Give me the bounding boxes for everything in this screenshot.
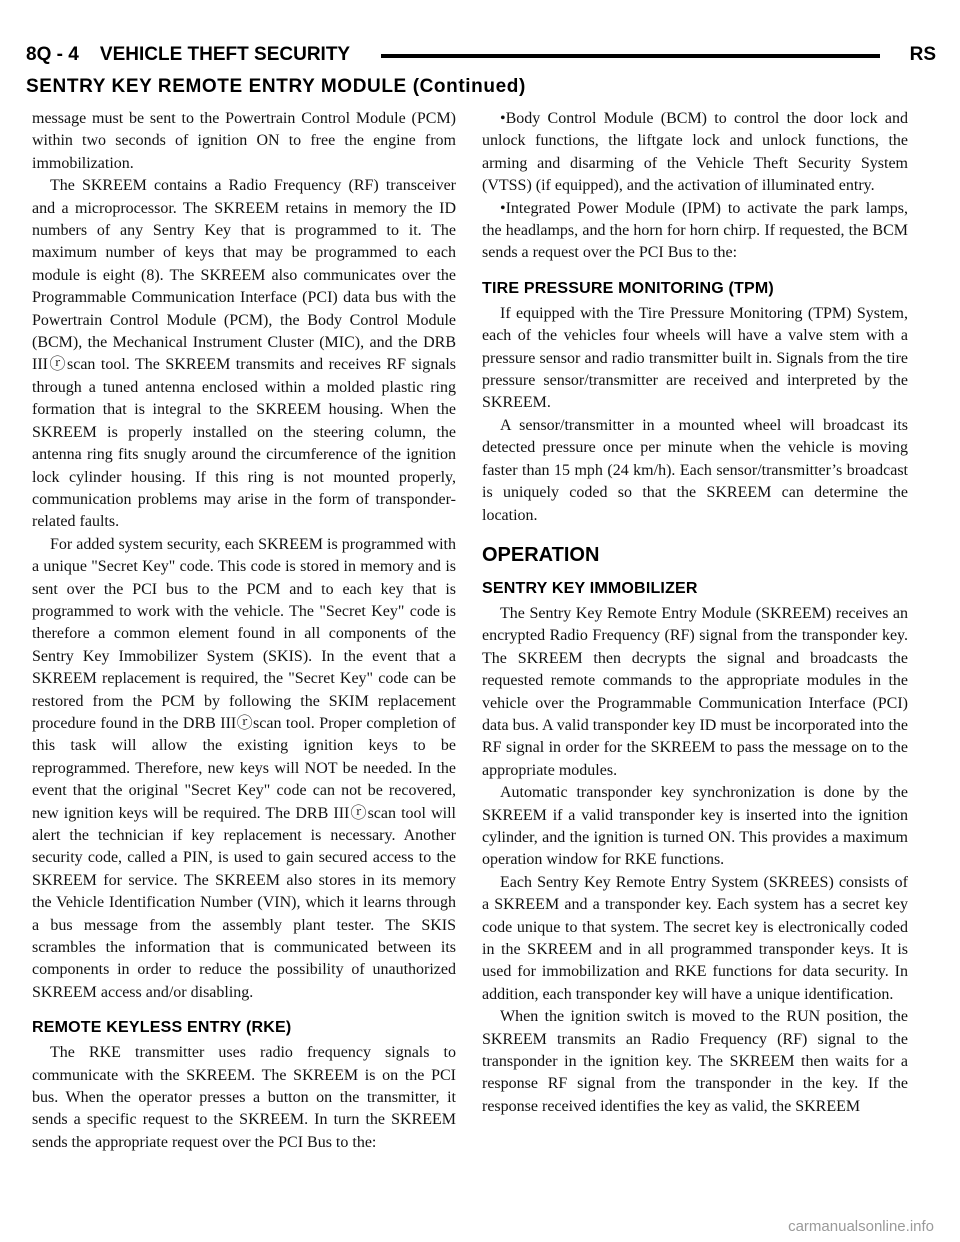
bullet-item: •Body Control Module (BCM) to control the door lock and unlock functions, the liftgate lock and unlock functions, the arming and disarming of the Vehicle Theft Security System (VTSS) (if equipped), and the activation of illuminated entry. [482,110,908,195]
section-title: 8Q - 4 VEHICLE THEFT SECURITY [26,44,351,65]
paragraph: For added system security, each SKREEM is programmed with a unique "Secret Key" code. This code is stored in memory and is sent over the PCI bus to the PCM and to each key that is programmed to work with the vehicle. The "Secret Key" code is therefore a common element found in all components of the Sentry Key Immobilizer System (SKIS). In the event that a SKREEM replacement is required, the "Secret Key" code can be restored from the PCM by following the SKIM replacement procedure found in the DRB IIIⓡscan tool. Proper completion of this task will allow the existing ignition keys to be reprogrammed. Therefore, new keys will NOT be needed. In the event that the original "Secret Key" code can not be recovered, new ignition keys will be required. The DRB IIIⓡscan tool will alert the technician if key replacement is necessary. Another security code, called a PIN, is used to gain secured access to the SKREEM for service. The SKREEM also stores in its memory the Vehicle Identification Number (VIN), which it learns through a bus message from the assembly plant tester. The SKIS scrambles the information that is communicated between its components in order to reduce the possibility of unauthorized SKREEM access and/or disabling. [32,535,456,1001]
section-heading-immobilizer: SENTRY KEY IMMOBILIZER [482,579,698,597]
paragraph: A sensor/transmitter in a mounted wheel will broadcast its detected pressure once per minute when the vehicle is moving faster than 15 mph (24 km/h). Each sensor/transmitter’s broadcast is uniquely coded so that the SKREEM can determine the location. [482,416,908,524]
section-heading-tpm: TIRE PRESSURE MONITORING (TPM) [482,279,774,297]
paragraph: Automatic transponder key synchronization is done by the SKREEM if a valid transponder key is inserted into the ignition cylinder, and the ignition is turned ON. This provides a maximum operation window for RKE functions. [482,784,908,869]
paragraph: Each Sentry Key Remote Entry System (SKREES) consists of a SKREEM and a transponder key. Each system has a secret key code unique to that system. The secret key is electronically coded in the SKREEM and in all programmed transponder keys. It is used for immobilization and RKE functions for data security. In addition, each transponder key will have a unique identification. [482,873,908,1003]
page-header [26,40,936,72]
paragraph: The Sentry Key Remote Entry Module (SKREEM) receives an encrypted Radio Frequency (RF) signal from the transponder key. The SKREEM then decrypts the signal and broadcasts the requested remote commands to the appropriate modules in the vehicle over the Programmable Communication Interface (PCI) data bus. A valid transponder key ID must be incorporated into the RF signal in order for the SKREEM to pass the message on to the appropriate modules. [482,604,908,779]
paragraph: When the ignition switch is moved to the RUN position, the SKREEM transmits an Radio Frequency (RF) signal to the transponder in the ignition key. The SKREEM then waits for a response RF signal from the transponder in the key. If the response received identifies the key as valid, the SKREEM [482,1008,908,1115]
continued-title: SENTRY KEY REMOTE ENTRY MODULE (Continued) [26,76,526,97]
section-heading-operation: OPERATION [482,543,600,566]
bullet-item: •Integrated Power Module (IPM) to activate the park lamps, the headlamps, and the horn for horn chirp. If requested, the BCM sends a request over the PCI Bus to the: [482,199,908,262]
paragraph: message must be sent to the Powertrain Control Module (PCM) within two seconds of ignition ON to free the engine from immobilization. [32,110,456,172]
watermark: carmanualsonline.info [788,1218,934,1235]
header-rule [381,54,880,58]
paragraph: The RKE transmitter uses radio frequency signals to communicate with the SKREEM. The SKREEM is on the PCI bus. When the operator presses a button on the transmitter, it sends a specific request to the SKREEM. In turn the SKREEM sends the appropriate request over the PCI Bus to the: [32,1044,456,1151]
left-column [32,108,456,1154]
right-column [482,108,908,1118]
paragraph: If equipped with the Tire Pressure Monitoring (TPM) System, each of the vehicles four wheels will have a valve stem with a pressure sensor and radio transmitter built in. Signals from the tire pressure sensor/transmitter are received and interpreted by the SKREEM. [482,304,908,412]
section-heading-rke: REMOTE KEYLESS ENTRY (RKE) [32,1019,292,1037]
model-code: RS [909,44,936,65]
paragraph: The SKREEM contains a Radio Frequency (RF) transceiver and a microprocessor. The SKREEM retains in memory the ID numbers of any Sentry Key that is programmed to it. The maximum number of keys that may be programmed to each module is eight (8). The SKREEM also communicates over the Programmable Communication Interface (PCI) data bus with the Powertrain Control Module (PCM), the Body Control Module (BCM), the Mechanical Instrument Cluster (MIC), and the DRB IIIⓡscan tool. The SKREEM transmits and receives RF signals through a tuned antenna enclosed within a molded plastic ring formation that is integral to the SKREEM housing. When the SKREEM is properly installed on the steering column, the antenna ring fits snugly around the circumference of the ignition lock cylinder housing. If this ring is not mounted properly, communication problems may arise in the form of transponder-related faults. [32,177,456,531]
